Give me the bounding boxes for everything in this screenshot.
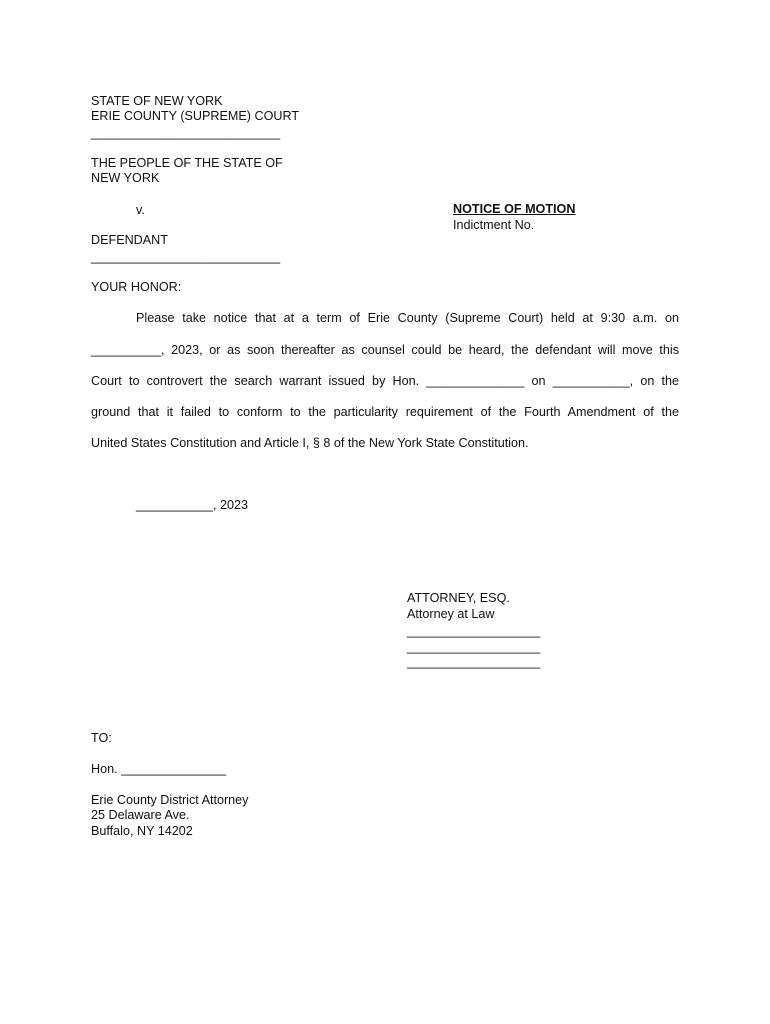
recipient-judge-line: Hon. _______________ <box>91 762 227 776</box>
caption-versus: v. <box>136 203 145 217</box>
caption-rule-bottom: ___________________________ <box>91 250 281 264</box>
signature-title: Attorney at Law <box>407 607 495 621</box>
salutation: YOUR HONOR: <box>91 280 182 294</box>
signature-blank-1: ___________________ <box>407 624 541 638</box>
body-paragraph-line-5: United States Constitution and Article I, § 8 of the New York State Constitution. <box>91 436 529 450</box>
signature-blank-2: ___________________ <box>407 640 541 654</box>
date-line: ___________, 2023 <box>136 498 249 512</box>
caption-plaintiff-line1: THE PEOPLE OF THE STATE OF <box>91 156 283 170</box>
indictment-number-label: Indictment No. <box>453 218 535 232</box>
caption-rule-top: ___________________________ <box>91 126 281 140</box>
document-title: NOTICE OF MOTION <box>453 202 576 216</box>
caption-defendant: DEFENDANT <box>91 233 168 247</box>
caption-state: STATE OF NEW YORK <box>91 94 223 108</box>
signature-name: ATTORNEY, ESQ. <box>407 591 510 605</box>
recipient-to-label: TO: <box>91 731 112 745</box>
body-paragraph-line-2: __________, 2023, or as soon thereafter as counsel could be heard, the defendant will move this <box>91 343 679 357</box>
body-paragraph-line-1: Please take notice that at a term of Erie County (Supreme Court) held at 9:30 a.m. on <box>136 311 679 325</box>
recipient-street: 25 Delaware Ave. <box>91 808 190 822</box>
recipient-office: Erie County District Attorney <box>91 793 249 807</box>
recipient-city: Buffalo, NY 14202 <box>91 824 193 838</box>
caption-court: ERIE COUNTY (SUPREME) COURT <box>91 109 300 123</box>
body-paragraph-line-4: ground that it failed to conform to the particularity requirement of the Fourth Amendment of the <box>91 405 679 419</box>
signature-blank-3: ___________________ <box>407 655 541 669</box>
caption-plaintiff-line2: NEW YORK <box>91 171 160 185</box>
body-paragraph-line-3: Court to controvert the search warrant issued by Hon. ______________ on ___________, on the <box>91 374 679 388</box>
